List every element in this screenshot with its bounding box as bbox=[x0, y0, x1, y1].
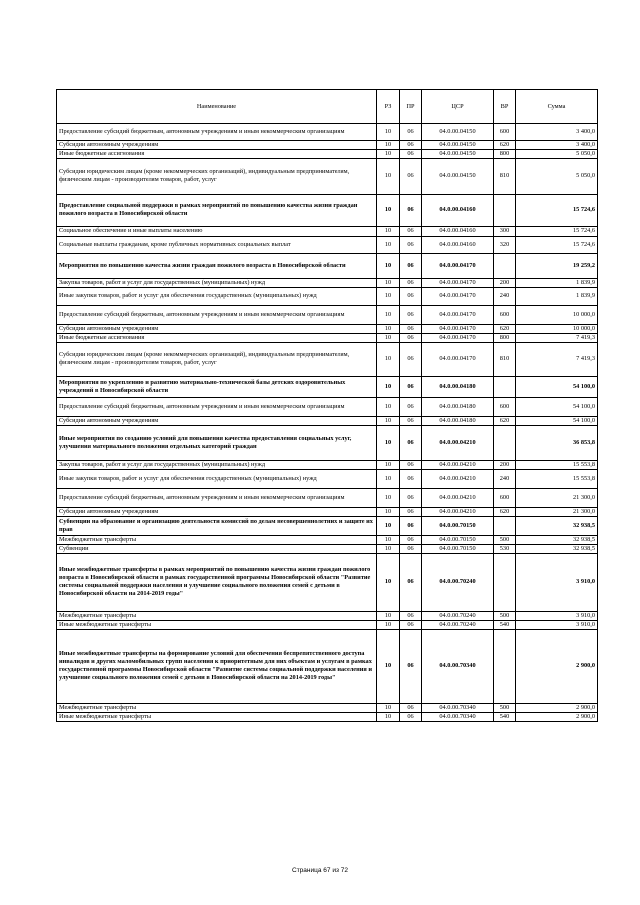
cell-rz: 10 bbox=[377, 460, 400, 469]
cell-csr: 04.0.00.04210 bbox=[422, 425, 494, 460]
cell-sum: 5 050,0 bbox=[516, 158, 598, 194]
cell-name: Иные межбюджетные трансферты на формирование условий для обеспечения беспрепятственного доступа инвалидов и других маломобильных групп населения к приоритетным для них объектам и услугам в рамках государственной программы Новосибирской области "Развитие системы социальной поддержки населения и улучшение социального положения семей с детьми в Новосибирской области на 2014-2019 годы" bbox=[57, 629, 377, 703]
cell-sum: 7 419,3 bbox=[516, 333, 598, 342]
cell-name: Субсидии юридическим лицам (кроме некоммерческих организаций), индивидуальным предпринимателям, физическим лицам - производителям товаров, работ, услуг bbox=[57, 158, 377, 194]
cell-rz: 10 bbox=[377, 488, 400, 507]
table-row bbox=[57, 342, 598, 376]
table-row bbox=[57, 629, 598, 703]
cell-sum: 21 300,0 bbox=[516, 488, 598, 507]
cell-csr: 04.0.00.70340 bbox=[422, 712, 494, 721]
cell-name: Субвенции bbox=[57, 544, 377, 553]
cell-csr: 04.0.00.04210 bbox=[422, 488, 494, 507]
cell-rz: 10 bbox=[377, 287, 400, 305]
cell-vr: 500 bbox=[494, 535, 516, 544]
cell-vr: 540 bbox=[494, 620, 516, 629]
cell-name: Межбюджетные трансферты bbox=[57, 703, 377, 712]
cell-vr: 500 bbox=[494, 611, 516, 620]
header-sum: Сумма bbox=[516, 90, 598, 124]
cell-sum: 15 724,6 bbox=[516, 236, 598, 253]
cell-csr: 04.0.00.70240 bbox=[422, 553, 494, 611]
cell-rz: 10 bbox=[377, 342, 400, 376]
cell-rz: 10 bbox=[377, 507, 400, 516]
header-vr: ВР bbox=[494, 90, 516, 124]
cell-name: Субсидии автономным учреждениям bbox=[57, 416, 377, 425]
cell-rz: 10 bbox=[377, 712, 400, 721]
cell-pr: 06 bbox=[400, 333, 422, 342]
cell-rz: 10 bbox=[377, 158, 400, 194]
cell-vr: 620 bbox=[494, 507, 516, 516]
cell-vr: 600 bbox=[494, 488, 516, 507]
cell-name: Субсидии автономным учреждениям bbox=[57, 141, 377, 150]
cell-name: Межбюджетные трансферты bbox=[57, 535, 377, 544]
cell-csr: 04.0.00.04180 bbox=[422, 416, 494, 425]
cell-pr: 06 bbox=[400, 236, 422, 253]
cell-vr: 200 bbox=[494, 460, 516, 469]
cell-vr bbox=[494, 376, 516, 397]
table-row bbox=[57, 236, 598, 253]
cell-vr: 600 bbox=[494, 305, 516, 324]
cell-rz: 10 bbox=[377, 194, 400, 226]
cell-pr: 06 bbox=[400, 305, 422, 324]
cell-pr: 06 bbox=[400, 278, 422, 287]
cell-pr: 06 bbox=[400, 488, 422, 507]
table-body bbox=[57, 124, 598, 722]
cell-vr: 500 bbox=[494, 703, 516, 712]
cell-rz: 10 bbox=[377, 469, 400, 488]
cell-csr: 04.0.00.04150 bbox=[422, 124, 494, 141]
cell-name: Предоставление субсидий бюджетным, автономным учреждениям и иным некоммерческим организациям bbox=[57, 397, 377, 416]
cell-pr: 06 bbox=[400, 553, 422, 611]
cell-vr bbox=[494, 516, 516, 535]
cell-csr: 04.0.00.04150 bbox=[422, 149, 494, 158]
cell-pr: 06 bbox=[400, 544, 422, 553]
cell-vr: 300 bbox=[494, 226, 516, 236]
cell-vr: 800 bbox=[494, 333, 516, 342]
cell-vr bbox=[494, 553, 516, 611]
cell-name: Иные закупки товаров, работ и услуг для обеспечения государственных (муниципальных) нужд bbox=[57, 287, 377, 305]
header-rz: РЗ bbox=[377, 90, 400, 124]
cell-name: Субсидии автономным учреждениям bbox=[57, 324, 377, 333]
cell-pr: 06 bbox=[400, 629, 422, 703]
cell-rz: 10 bbox=[377, 226, 400, 236]
cell-csr: 04.0.00.04150 bbox=[422, 158, 494, 194]
cell-name: Закупка товаров, работ и услуг для государственных (муниципальных) нужд bbox=[57, 278, 377, 287]
cell-pr: 06 bbox=[400, 149, 422, 158]
cell-name: Иные бюджетные ассигнования bbox=[57, 149, 377, 158]
cell-vr: 320 bbox=[494, 236, 516, 253]
table-row bbox=[57, 333, 598, 342]
cell-rz: 10 bbox=[377, 425, 400, 460]
cell-rz: 10 bbox=[377, 416, 400, 425]
cell-name: Мероприятия по укреплению и развитию материально-технической базы детских оздоровительных учреждений в Новосибирской области bbox=[57, 376, 377, 397]
cell-sum: 3 400,0 bbox=[516, 141, 598, 150]
table-row bbox=[57, 287, 598, 305]
cell-rz: 10 bbox=[377, 703, 400, 712]
table-row bbox=[57, 226, 598, 236]
cell-sum: 32 938,5 bbox=[516, 535, 598, 544]
cell-rz: 10 bbox=[377, 305, 400, 324]
cell-csr: 04.0.00.04170 bbox=[422, 342, 494, 376]
header-name: Наименование bbox=[57, 90, 377, 124]
cell-rz: 10 bbox=[377, 376, 400, 397]
cell-csr: 04.0.00.04150 bbox=[422, 141, 494, 150]
cell-csr: 04.0.00.04170 bbox=[422, 278, 494, 287]
header-pr: ПР bbox=[400, 90, 422, 124]
table-row bbox=[57, 324, 598, 333]
cell-rz: 10 bbox=[377, 544, 400, 553]
cell-csr: 04.0.00.04180 bbox=[422, 397, 494, 416]
cell-sum: 36 853,8 bbox=[516, 425, 598, 460]
cell-name: Субсидии юридическим лицам (кроме некоммерческих организаций), индивидуальным предпринимателям, физическим лицам - производителям товаров, работ, услуг bbox=[57, 342, 377, 376]
cell-vr: 530 bbox=[494, 544, 516, 553]
cell-pr: 06 bbox=[400, 416, 422, 425]
cell-sum: 54 100,0 bbox=[516, 376, 598, 397]
cell-pr: 06 bbox=[400, 712, 422, 721]
cell-name: Социальные выплаты гражданам, кроме публичных нормативных социальных выплат bbox=[57, 236, 377, 253]
cell-sum: 2 900,0 bbox=[516, 629, 598, 703]
table-row bbox=[57, 397, 598, 416]
table-row bbox=[57, 253, 598, 278]
cell-vr: 620 bbox=[494, 324, 516, 333]
cell-sum: 15 724,6 bbox=[516, 194, 598, 226]
cell-sum: 10 000,0 bbox=[516, 305, 598, 324]
table-row bbox=[57, 620, 598, 629]
table-row bbox=[57, 516, 598, 535]
cell-rz: 10 bbox=[377, 629, 400, 703]
cell-sum: 1 839,9 bbox=[516, 287, 598, 305]
cell-name: Предоставление субсидий бюджетным, автономным учреждениям и иным некоммерческим организациям bbox=[57, 488, 377, 507]
cell-pr: 06 bbox=[400, 535, 422, 544]
cell-sum: 10 000,0 bbox=[516, 324, 598, 333]
cell-rz: 10 bbox=[377, 535, 400, 544]
cell-csr: 04.0.00.04210 bbox=[422, 507, 494, 516]
cell-csr: 04.0.00.04160 bbox=[422, 194, 494, 226]
cell-sum: 15 553,8 bbox=[516, 469, 598, 488]
table-row bbox=[57, 141, 598, 150]
cell-vr: 810 bbox=[494, 158, 516, 194]
cell-sum: 3 400,0 bbox=[516, 124, 598, 141]
cell-sum: 2 900,0 bbox=[516, 703, 598, 712]
cell-vr: 240 bbox=[494, 469, 516, 488]
cell-sum: 3 910,0 bbox=[516, 553, 598, 611]
cell-name: Иные мероприятия по созданию условий для повышения качества предоставления социальных услуг, улучшения материального положения отдельных категорий граждан bbox=[57, 425, 377, 460]
cell-pr: 06 bbox=[400, 226, 422, 236]
cell-csr: 04.0.00.70150 bbox=[422, 544, 494, 553]
table-row bbox=[57, 611, 598, 620]
cell-sum: 3 910,0 bbox=[516, 620, 598, 629]
cell-pr: 06 bbox=[400, 158, 422, 194]
cell-name: Закупка товаров, работ и услуг для государственных (муниципальных) нужд bbox=[57, 460, 377, 469]
cell-rz: 10 bbox=[377, 516, 400, 535]
cell-sum: 7 419,3 bbox=[516, 342, 598, 376]
cell-csr: 04.0.00.04210 bbox=[422, 469, 494, 488]
cell-pr: 06 bbox=[400, 620, 422, 629]
cell-sum: 54 100,0 bbox=[516, 397, 598, 416]
cell-vr bbox=[494, 425, 516, 460]
table-row bbox=[57, 278, 598, 287]
cell-name: Предоставление субсидий бюджетным, автономным учреждениям и иным некоммерческим организациям bbox=[57, 305, 377, 324]
cell-rz: 10 bbox=[377, 333, 400, 342]
cell-name: Межбюджетные трансферты bbox=[57, 611, 377, 620]
cell-sum: 54 100,0 bbox=[516, 416, 598, 425]
cell-pr: 06 bbox=[400, 397, 422, 416]
cell-vr: 240 bbox=[494, 287, 516, 305]
cell-vr bbox=[494, 629, 516, 703]
table-row bbox=[57, 376, 598, 397]
page-number: Страница 67 из 72 bbox=[292, 867, 348, 874]
table-row bbox=[57, 124, 598, 141]
cell-name: Иные межбюджетные трансферты bbox=[57, 620, 377, 629]
table-row bbox=[57, 416, 598, 425]
cell-sum: 19 259,2 bbox=[516, 253, 598, 278]
cell-pr: 06 bbox=[400, 342, 422, 376]
cell-name: Иные межбюджетные трансферты bbox=[57, 712, 377, 721]
cell-pr: 06 bbox=[400, 194, 422, 226]
cell-csr: 04.0.00.04170 bbox=[422, 287, 494, 305]
cell-sum: 1 839,9 bbox=[516, 278, 598, 287]
cell-name: Субсидии автономным учреждениям bbox=[57, 507, 377, 516]
cell-csr: 04.0.00.04160 bbox=[422, 236, 494, 253]
cell-name: Предоставление субсидий бюджетным, автономным учреждениям и иным некоммерческим организациям bbox=[57, 124, 377, 141]
cell-vr bbox=[494, 253, 516, 278]
table-row bbox=[57, 194, 598, 226]
cell-csr: 04.0.00.04170 bbox=[422, 324, 494, 333]
cell-name: Иные межбюджетные трансферты в рамках мероприятий по повышению качества жизни граждан пожилого возраста в Новосибирской области в рамках государственной программы Новосибирской области "Развитие системы социальной поддержки населения и улучшение социального положения семей с детьми в Новосибирской области на 2014-2019 годы" bbox=[57, 553, 377, 611]
cell-csr: 04.0.00.04160 bbox=[422, 226, 494, 236]
cell-pr: 06 bbox=[400, 287, 422, 305]
table-row bbox=[57, 553, 598, 611]
cell-rz: 10 bbox=[377, 253, 400, 278]
cell-vr: 600 bbox=[494, 124, 516, 141]
cell-sum: 32 938,5 bbox=[516, 544, 598, 553]
budget-table bbox=[56, 89, 598, 722]
cell-rz: 10 bbox=[377, 124, 400, 141]
cell-rz: 10 bbox=[377, 141, 400, 150]
cell-rz: 10 bbox=[377, 149, 400, 158]
cell-sum: 15 724,6 bbox=[516, 226, 598, 236]
table-row bbox=[57, 544, 598, 553]
table-row bbox=[57, 305, 598, 324]
cell-pr: 06 bbox=[400, 141, 422, 150]
cell-name: Иные закупки товаров, работ и услуг для обеспечения государственных (муниципальных) нужд bbox=[57, 469, 377, 488]
cell-rz: 10 bbox=[377, 397, 400, 416]
cell-sum: 3 910,0 bbox=[516, 611, 598, 620]
cell-vr: 800 bbox=[494, 149, 516, 158]
cell-rz: 10 bbox=[377, 278, 400, 287]
cell-pr: 06 bbox=[400, 469, 422, 488]
cell-pr: 06 bbox=[400, 425, 422, 460]
cell-sum: 5 050,0 bbox=[516, 149, 598, 158]
cell-csr: 04.0.00.04180 bbox=[422, 376, 494, 397]
cell-pr: 06 bbox=[400, 516, 422, 535]
cell-csr: 04.0.00.70340 bbox=[422, 629, 494, 703]
cell-vr bbox=[494, 194, 516, 226]
header-csr: ЦСР bbox=[422, 90, 494, 124]
table-row bbox=[57, 460, 598, 469]
cell-csr: 04.0.00.70340 bbox=[422, 703, 494, 712]
cell-rz: 10 bbox=[377, 236, 400, 253]
cell-csr: 04.0.00.04170 bbox=[422, 305, 494, 324]
cell-vr: 200 bbox=[494, 278, 516, 287]
table-row bbox=[57, 158, 598, 194]
cell-rz: 10 bbox=[377, 611, 400, 620]
cell-name: Субвенции на образование и организацию деятельности комиссий по делам несовершеннолетних и защите их прав bbox=[57, 516, 377, 535]
cell-pr: 06 bbox=[400, 507, 422, 516]
cell-pr: 06 bbox=[400, 611, 422, 620]
cell-vr: 600 bbox=[494, 397, 516, 416]
cell-sum: 2 900,0 bbox=[516, 712, 598, 721]
table-row bbox=[57, 507, 598, 516]
cell-vr: 810 bbox=[494, 342, 516, 376]
cell-pr: 06 bbox=[400, 253, 422, 278]
table-row bbox=[57, 425, 598, 460]
table-row bbox=[57, 703, 598, 712]
cell-csr: 04.0.00.70150 bbox=[422, 516, 494, 535]
table-header-row bbox=[57, 90, 598, 124]
cell-pr: 06 bbox=[400, 376, 422, 397]
cell-pr: 06 bbox=[400, 460, 422, 469]
cell-rz: 10 bbox=[377, 324, 400, 333]
cell-csr: 04.0.00.70240 bbox=[422, 620, 494, 629]
cell-name: Иные бюджетные ассигнования bbox=[57, 333, 377, 342]
cell-csr: 04.0.00.04210 bbox=[422, 460, 494, 469]
table-row bbox=[57, 488, 598, 507]
table-row bbox=[57, 535, 598, 544]
table-row bbox=[57, 712, 598, 721]
cell-name: Мероприятия по повышению качества жизни граждан пожилого возраста в Новосибирской области bbox=[57, 253, 377, 278]
cell-rz: 10 bbox=[377, 620, 400, 629]
cell-name: Предоставление социальной поддержки в рамках мероприятий по повышению качества жизни граждан пожилого возраста в Новосибирской области bbox=[57, 194, 377, 226]
cell-csr: 04.0.00.70240 bbox=[422, 611, 494, 620]
cell-sum: 21 300,0 bbox=[516, 507, 598, 516]
cell-sum: 32 938,5 bbox=[516, 516, 598, 535]
cell-name: Социальное обеспечение и иные выплаты населению bbox=[57, 226, 377, 236]
cell-rz: 10 bbox=[377, 553, 400, 611]
cell-vr: 620 bbox=[494, 416, 516, 425]
table-row bbox=[57, 469, 598, 488]
cell-pr: 06 bbox=[400, 703, 422, 712]
table-row bbox=[57, 149, 598, 158]
cell-csr: 04.0.00.04170 bbox=[422, 253, 494, 278]
cell-vr: 620 bbox=[494, 141, 516, 150]
cell-csr: 04.0.00.70150 bbox=[422, 535, 494, 544]
cell-pr: 06 bbox=[400, 124, 422, 141]
cell-csr: 04.0.00.04170 bbox=[422, 333, 494, 342]
cell-pr: 06 bbox=[400, 324, 422, 333]
cell-vr: 540 bbox=[494, 712, 516, 721]
cell-sum: 15 553,8 bbox=[516, 460, 598, 469]
